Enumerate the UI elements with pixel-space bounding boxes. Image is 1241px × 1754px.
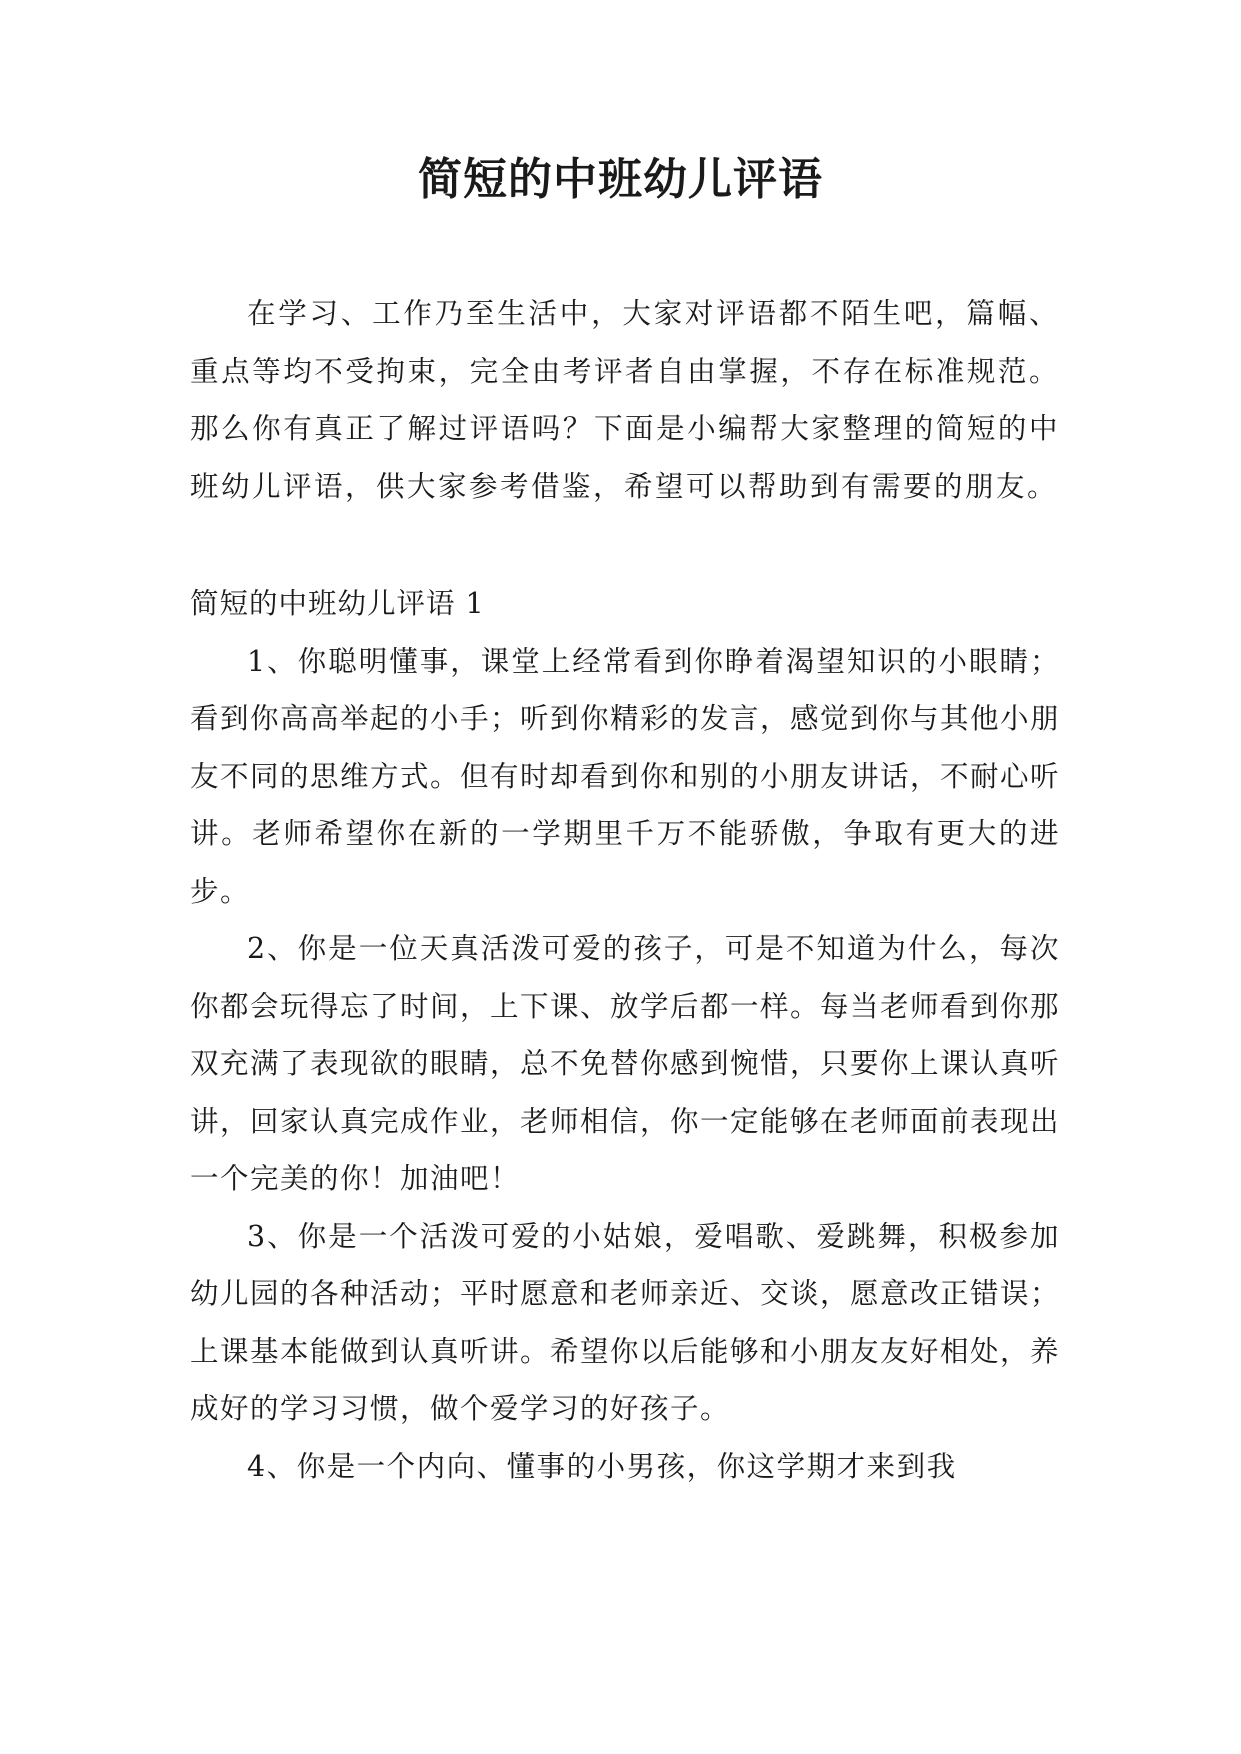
comment-paragraph-1: 1、你聪明懂事，课堂上经常看到你睁着渴望知识的小眼睛；看到你高高举起的小手；听到你精彩的发言，感觉到你与其他小朋友不同的思维方式。但有时却看到你和别的小朋友讲话，不耐心听讲。老师希望你在新的一学期里千万不能骄傲，争取有更大的进步。 [190, 644, 1061, 908]
comment-paragraph-2: 2、你是一位天真活泼可爱的孩子，可是不知道为什么，每次你都会玩得忘了时间，上下课、放学后都一样。每当老师看到你那双充满了表现欲的眼睛，总不免替你感到惋惜，只要你上课认真听讲，回家认真完成作业，老师相信，你一定能够在老师面前表现出一个完美的你！加油吧！ [190, 932, 1061, 1195]
comment-paragraph-4: 4、你是一个内向、懂事的小男孩，你这学期才来到我 [247, 1449, 957, 1483]
document-body [190, 285, 1060, 1495]
intro-paragraph: 在学习、工作乃至生活中，大家对评语都不陌生吧，篇幅、重点等均不受拘束，完全由考评者自由掌握，不存在标准规范。那么你有真正了解过评语吗？下面是小编帮大家整理的简短的中班幼儿评语，供大家参考借鉴，希望可以帮助到有需要的朋友。 [190, 297, 1060, 503]
document-title: 简短的中班幼儿评语 [418, 154, 823, 205]
section-heading: 简短的中班幼儿评语 1 [190, 587, 485, 620]
comment-paragraph-3: 3、你是一个活泼可爱的小姑娘，爱唱歌、爱跳舞，积极参加幼儿园的各种活动；平时愿意和老师亲近、交谈，愿意改正错误；上课基本能做到认真听讲。希望你以后能够和小朋友友好相处，养成好的学习习惯，做个爱学习的好孩子。 [190, 1219, 1061, 1425]
